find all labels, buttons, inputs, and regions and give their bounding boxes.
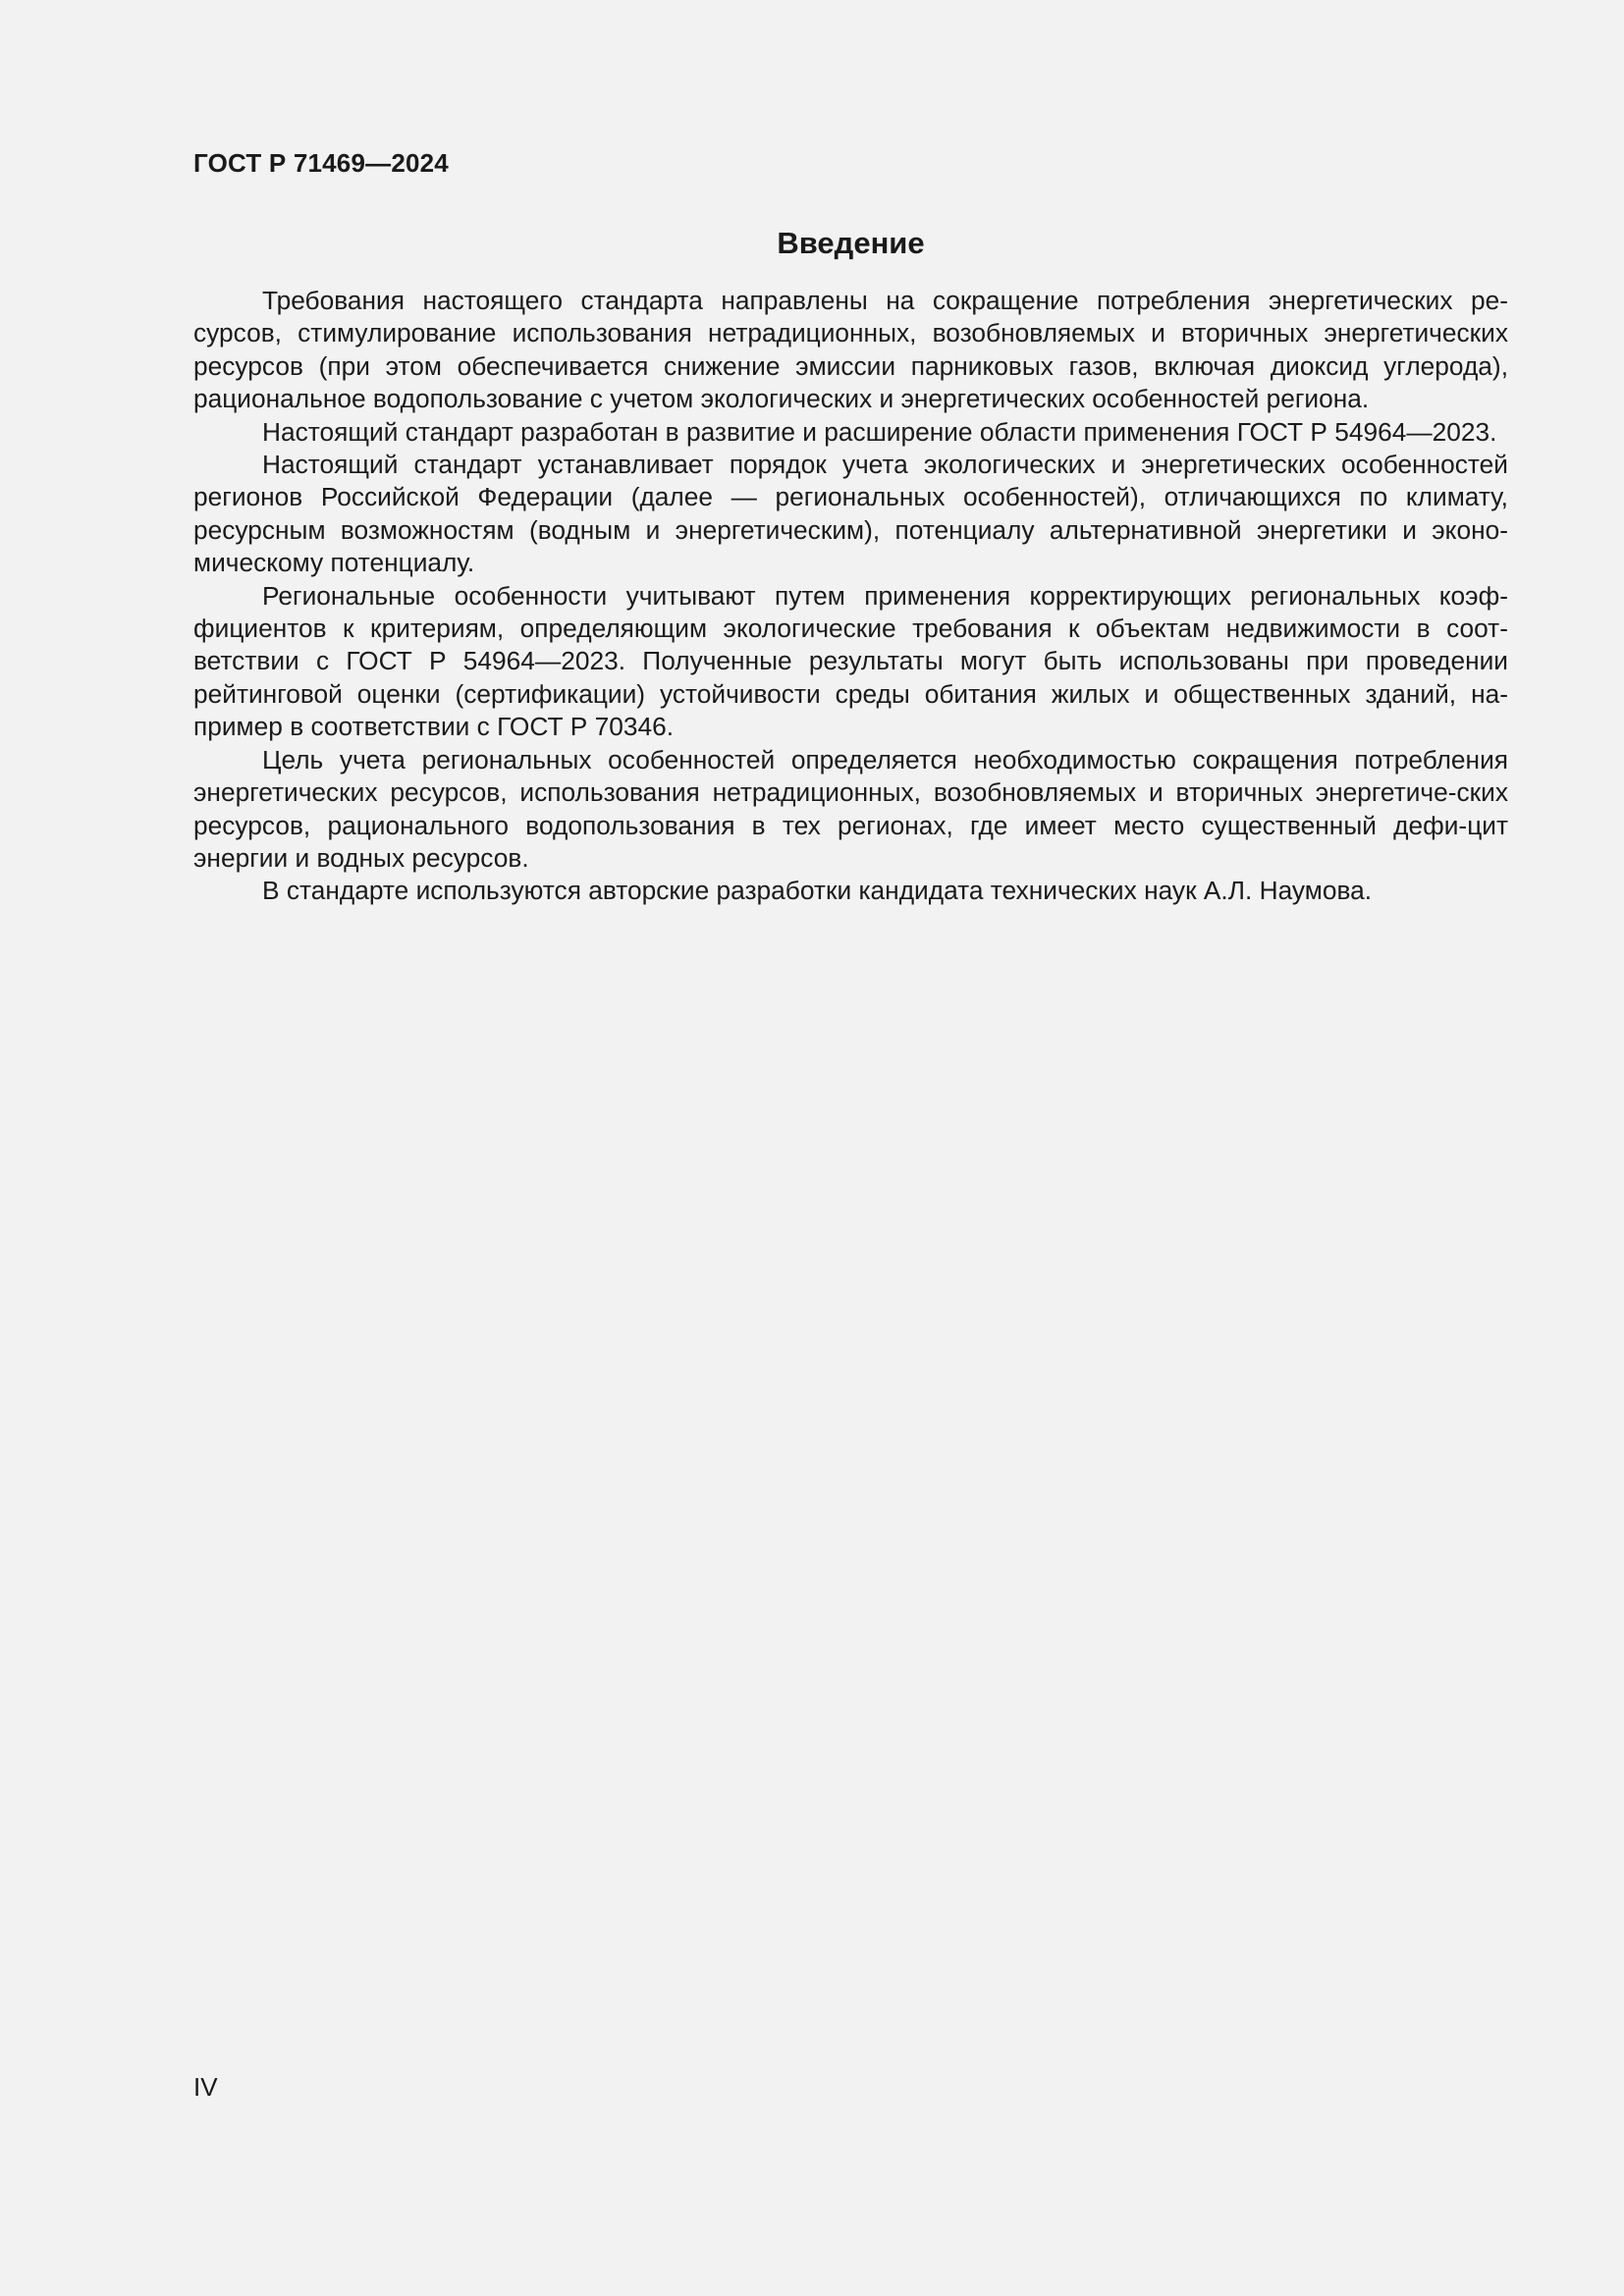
paragraph-3: Настоящий стандарт устанавливает порядок учета экологических и энергетических особенностей регионов Российской Федерации (далее — региональных особенностей), отличающихся по климату, ресурсным возможностям (водным и энергетическим), потенциалу альтернативной энергетики и эконо-мическому потенциалу. — [193, 450, 1508, 578]
paragraph-4: Региональные особенности учитывают путем применения корректирующих региональных коэф-фициентов к критериям, определяющим экологические требования к объектам недвижимости в соот-ветствии с ГОСТ Р 54964—2023. Полученные результаты могут быть использованы при проведении рейтинговой оценки (сертификации) устойчивости среды обитания жилых и общественных зданий, на-пример в соответствии с ГОСТ Р 70346. — [193, 580, 1508, 742]
standard-code-header: ГОСТ Р 71469—2024 — [193, 148, 449, 178]
paragraph-2: Настоящий стандарт разработан в развитие и расширение области применения ГОСТ Р 54964—2023. — [262, 416, 1497, 447]
section-title: Введение — [777, 226, 925, 260]
page-number: IV — [193, 2072, 218, 2102]
document-body — [193, 285, 1508, 908]
paragraph-6: В стандарте используются авторские разработки кандидата технических наук А.Л. Наумова. — [262, 876, 1373, 906]
paragraph-5: Цель учета региональных особенностей определяется необходимостью сокращения потребления энергетических ресурсов, использования нетрадиционных, возобновляемых и вторичных энергетиче-ских ресурсов, рационального водопользования в тех регионах, где имеет место существенный дефи-цит энергии и водных ресурсов. — [193, 744, 1508, 873]
paragraph-1: Требования настоящего стандарта направлены на сокращение потребления энергетических ре-сурсов, стимулирование использования нетрадиционных, возобновляемых и вторичных энергетических ресурсов (при этом обеспечивается снижение эмиссии парниковых газов, включая диоксид углерода), рациональное водопользование с учетом экологических и энергетических особенностей региона. — [193, 286, 1508, 414]
